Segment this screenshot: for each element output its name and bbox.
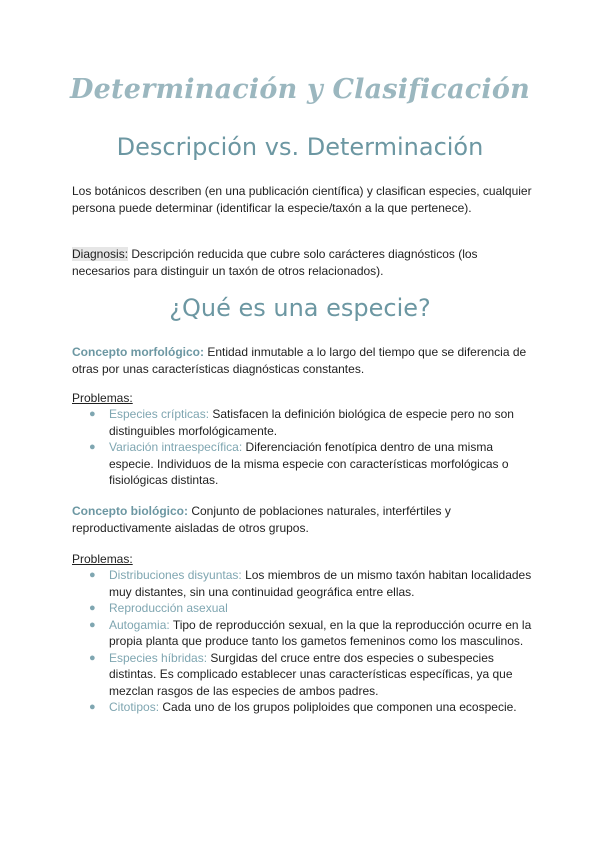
list-item xyxy=(72,699,532,716)
section-heading-species: ¿Qué es una especie? xyxy=(169,294,431,322)
list-item xyxy=(72,567,532,600)
problem-term: Autogamia: xyxy=(109,617,170,632)
diagnosis-label: Diagnosis: xyxy=(72,247,129,261)
bio-concept-text: Conjunto de poblaciones naturales, interfértiles y reproductivamente aisladas de otros grupos. xyxy=(72,504,451,535)
bio-concept-label: Concepto biológico: xyxy=(72,504,188,518)
morph-concept-label: Concepto morfológico: xyxy=(72,345,204,359)
problem-text: Cada uno de los grupos poliploides que componen una ecospecie. xyxy=(159,700,517,714)
problem-term: Reproducción asexual xyxy=(109,601,228,615)
section-heading-description: Descripción vs. Determinación xyxy=(116,133,484,161)
paragraph-diagnosis xyxy=(72,246,532,279)
list-item xyxy=(72,439,532,489)
problem-term: Especies híbridas: xyxy=(109,650,208,665)
bullet-icon: ● xyxy=(89,651,96,664)
list-item xyxy=(72,406,532,439)
paragraph-morph-concept xyxy=(72,344,532,377)
problem-text: Satisfacen la definición biológica de especie pero no son distinguibles morfológicamente. xyxy=(109,407,514,438)
list-item xyxy=(72,600,532,617)
problem-text: Tipo de reproducción sexual, en la que la reproducción ocurre en la propia planta que produce tanto los gametos femeninos como los masculinos. xyxy=(109,617,532,648)
problem-term: Especies crípticas: xyxy=(109,407,210,421)
problems-label-bio: Problemas: xyxy=(72,552,133,566)
problem-term: Citotipos: xyxy=(109,700,160,714)
bullet-icon: ● xyxy=(89,701,96,713)
paragraph-bio-concept xyxy=(72,503,532,536)
list-item xyxy=(72,650,532,700)
bullet-icon: ● xyxy=(89,408,96,420)
bullet-icon: ● xyxy=(89,441,96,453)
problem-text: Diferenciación fenotípica dentro de una misma especie. Individuos de la misma especie con características morfológicas o fisiológicas distintas. xyxy=(109,440,509,487)
bullet-icon: ● xyxy=(89,618,96,631)
morph-problems-list xyxy=(72,406,532,489)
paragraph-description: Los botánicos describen (en una publicación científica) y clasifican especies, cualquier persona puede determinar (identificar la especie/taxón a la que pertenece). xyxy=(72,184,532,215)
problem-term: Distribuciones disyuntas: xyxy=(109,568,242,582)
problems-label-morph: Problemas: xyxy=(72,391,133,405)
diagnosis-text: Descripción reducida que cubre solo carácteres diagnósticos (los necesarios para distinguir un taxón de otros relacionados). xyxy=(72,247,478,278)
problem-term: Variación intraespecífica: xyxy=(109,440,243,454)
problem-text: Los miembros de un mismo taxón habitan localidades muy distantes, sin una continuidad geográfica entre ellas. xyxy=(109,568,532,599)
document-title: Determinación y Clasificación xyxy=(70,74,530,105)
morph-concept-text: Entidad inmutable a lo largo del tiempo que se diferencia de otras por unas características diagnósticas constantes. xyxy=(72,345,527,376)
bullet-icon: ● xyxy=(89,602,96,614)
problem-text: Surgidas del cruce entre dos especies o subespecies distintas. Es complicado establecer unas características específicas, ya que mezclan rasgos de las especies de ambos padres. xyxy=(109,650,513,698)
list-item xyxy=(72,617,532,650)
bullet-icon: ● xyxy=(89,569,96,581)
bio-problems-list xyxy=(72,567,532,716)
